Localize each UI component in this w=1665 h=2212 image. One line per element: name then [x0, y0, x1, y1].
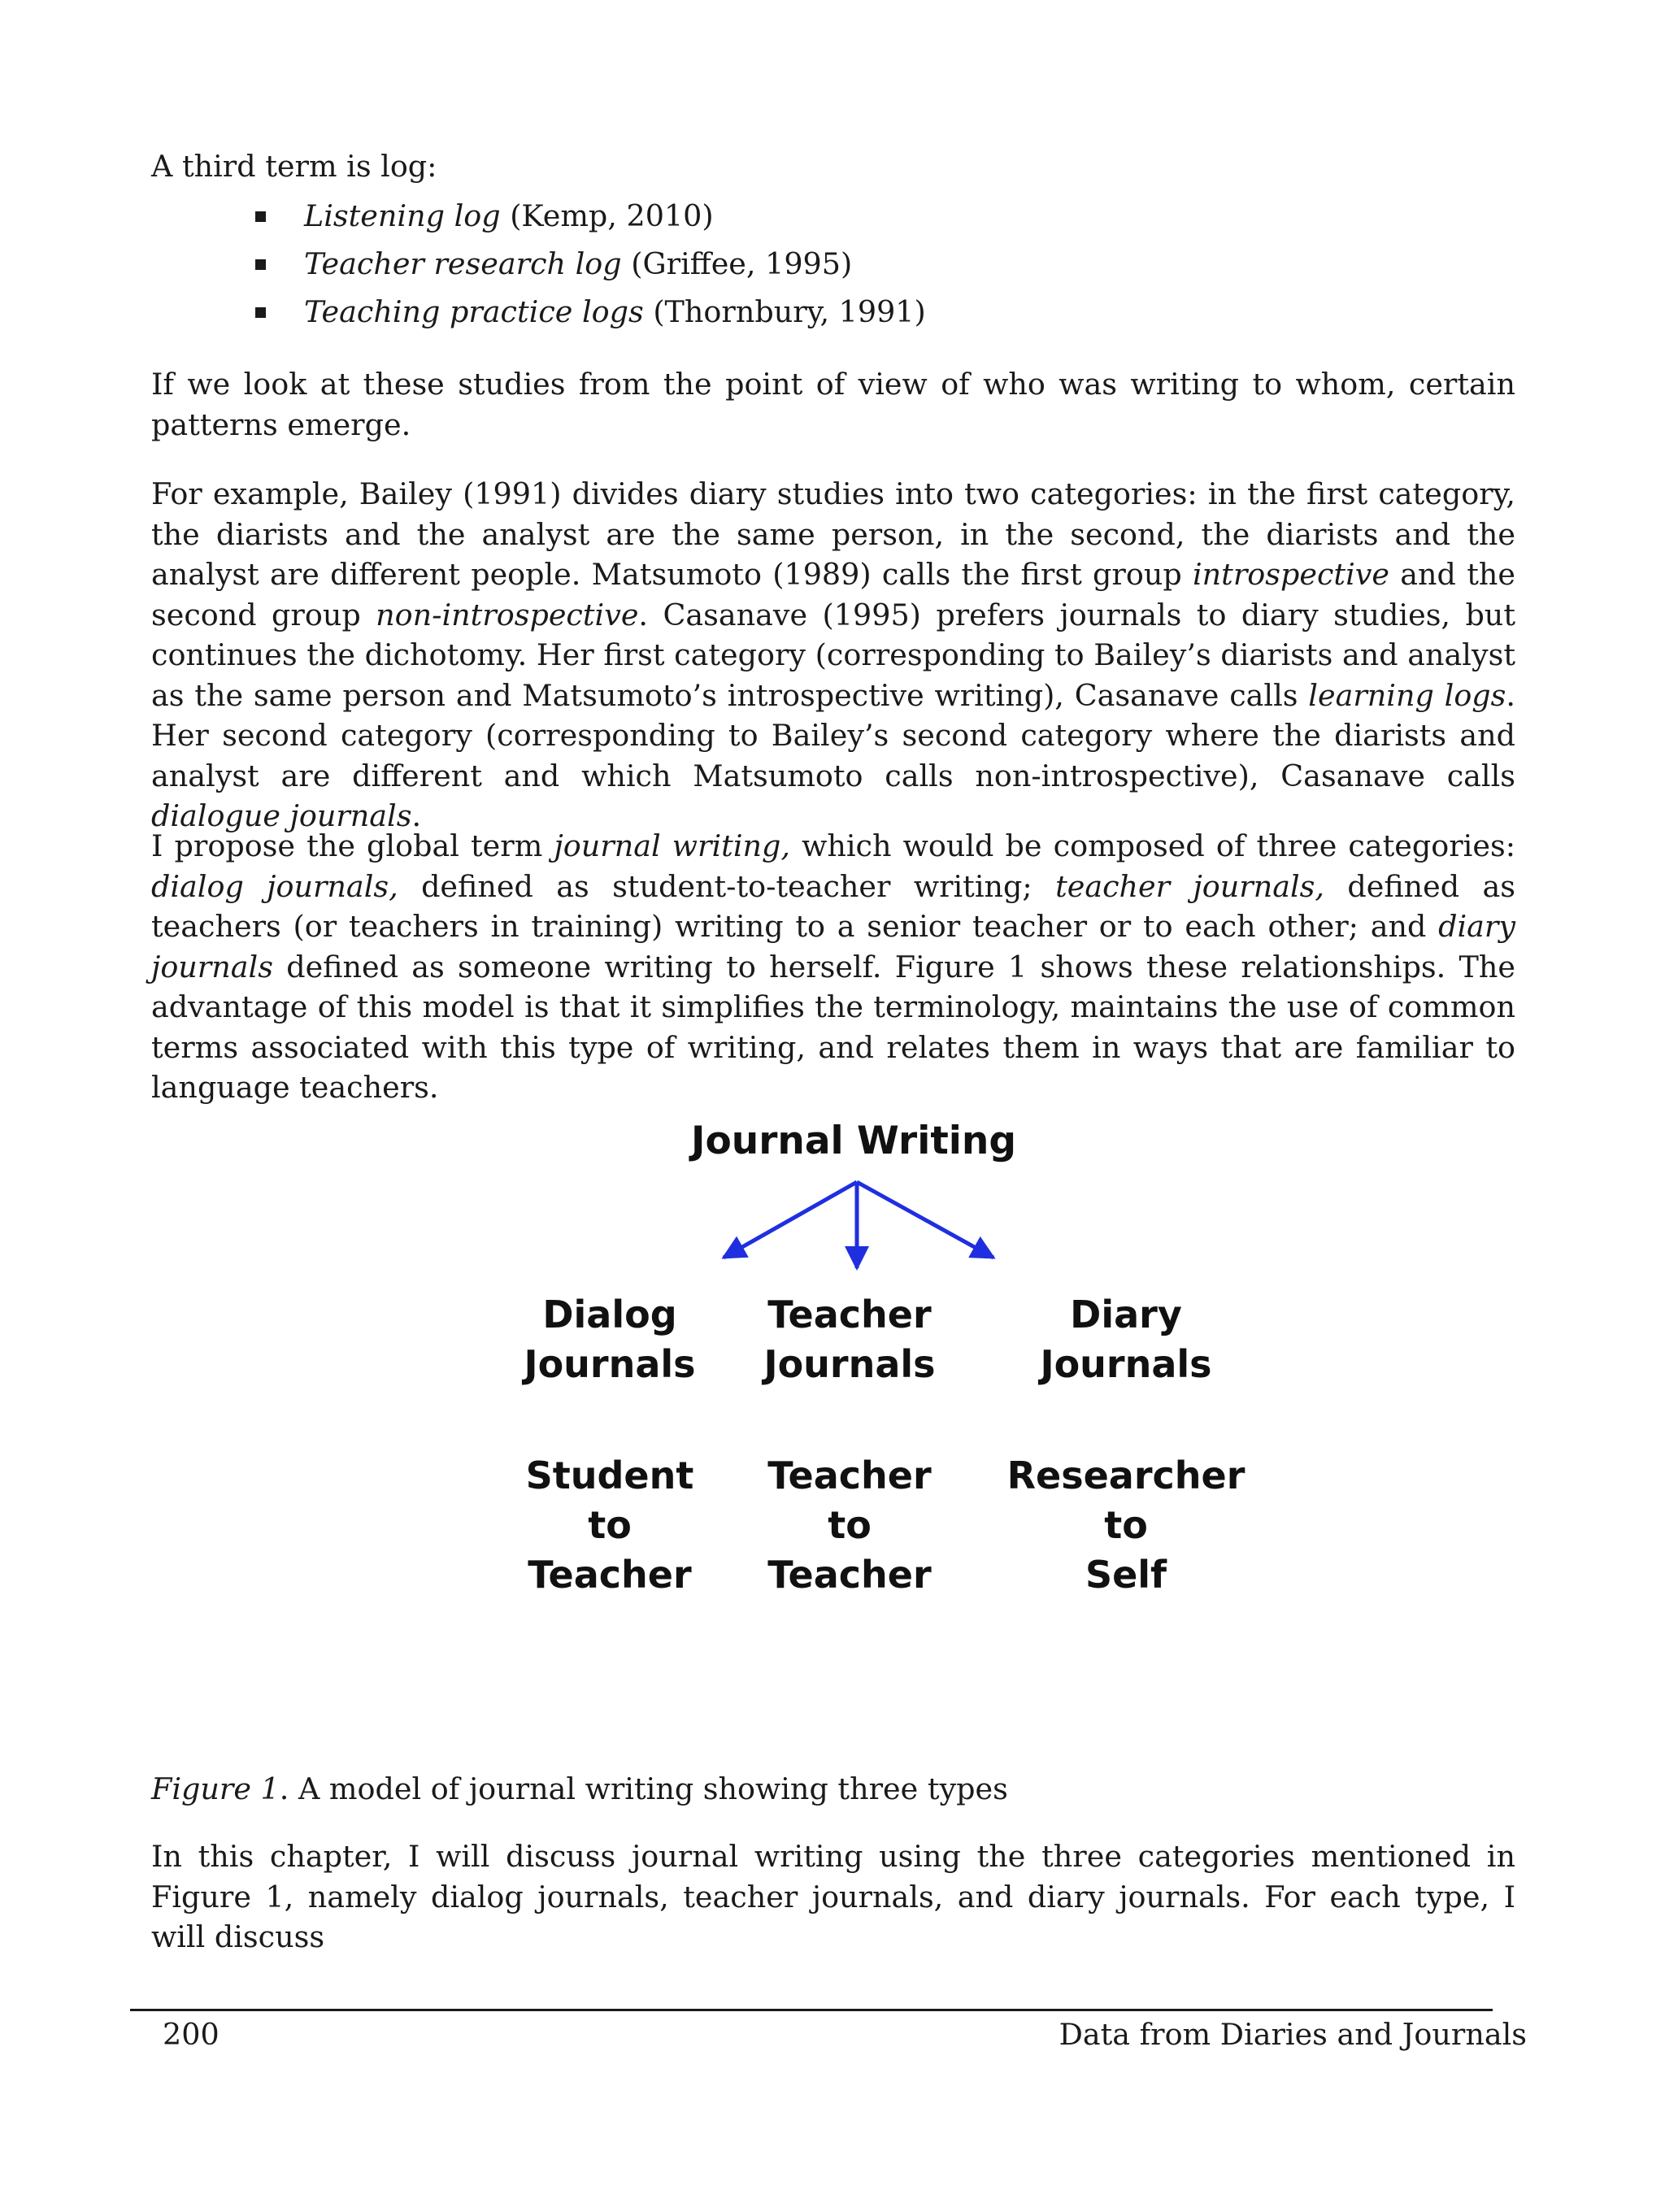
square-bullet-icon	[255, 259, 266, 270]
figure-column-teacher	[744, 1290, 955, 1600]
page-number: 200	[163, 2017, 220, 2052]
relation-line: Teacher	[767, 1454, 932, 1497]
type-line: Journals	[763, 1342, 936, 1386]
relation-line: to	[1104, 1503, 1148, 1547]
figure-column-diary	[996, 1290, 1256, 1600]
type-line: Diary	[1070, 1293, 1182, 1336]
type-line: Journals	[524, 1342, 696, 1386]
relation-line: Teacher	[528, 1553, 692, 1597]
type-line: Teacher	[767, 1293, 932, 1336]
relation-line: Researcher	[1006, 1454, 1245, 1497]
list-item: Teaching practice logs (Thornbury, 1991)	[252, 288, 926, 336]
arrow-left	[724, 1182, 857, 1258]
relation-line: to	[828, 1503, 872, 1547]
footer-divider	[130, 2009, 1493, 2011]
paragraph-chapter-overview: In this chapter, I will discuss journal writing using the three categories mentioned in Figure 1, namely dialog journals, teacher journals, and diary journals. For each type, I will discuss	[151, 1839, 1515, 1954]
log-term-list	[252, 192, 926, 336]
paragraph-proposal: I propose the global term journal writing, which would be composed of three categories: dialog journals, defined as student-to-teacher writing; teacher journals, defined as teachers (or teachers in training) writing to a senior teacher or to each other; and diary journals defined as someone writing to herself. Figure 1 shows these relationships. The advantage of this model is that it simplifies the terminology, maintains the use of common terms associated with this type of writing, and relates them in ways that are familiar to language teachers.	[151, 828, 1515, 1105]
square-bullet-icon	[255, 307, 266, 318]
relation-line: to	[588, 1503, 632, 1547]
type-line: Journals	[1040, 1342, 1212, 1386]
paragraph-patterns: If we look at these studies from the point of view of who was writing to whom, certain patterns emerge.	[151, 367, 1515, 442]
relation-line: Teacher	[767, 1553, 932, 1597]
type-line: Dialog	[542, 1293, 677, 1336]
running-title: Data from Diaries and Journals	[1059, 2017, 1527, 2052]
intro-line: A third term is log:	[151, 149, 437, 184]
relation-line: Self	[1085, 1553, 1167, 1597]
figure-caption: Figure 1. A model of journal writing showing three types	[151, 1771, 1008, 1806]
arrow-right	[857, 1182, 993, 1258]
relation-line: Student	[525, 1454, 694, 1497]
figure-column-dialog	[504, 1290, 715, 1600]
square-bullet-icon	[255, 211, 266, 222]
branch-arrows	[699, 1171, 1008, 1276]
list-item: Listening log (Kemp, 2010)	[252, 192, 926, 240]
list-item: Teacher research log (Griffee, 1995)	[252, 240, 926, 288]
figure-title: Journal Writing	[690, 1119, 1017, 1163]
paragraph-bailey: For example, Bailey (1991) divides diary studies into two categories: in the first category, the diarists and the analyst are the same person, in the second, the diarists and the analyst are different people. Matsumoto (1989) calls the first group introspective and the second group non-introspective. Casanave (1995) prefers journals to diary studies, but continues the dichotomy. Her first category (corresponding to Bailey’s diarists and analyst as the same person and Matsumoto’s introspective writing), Casanave calls learning logs. Her second category (corresponding to Bailey’s second category where the diarists and analyst are different and which Matsumoto calls non-introspective), Casanave calls dialogue journals.	[151, 476, 1515, 833]
